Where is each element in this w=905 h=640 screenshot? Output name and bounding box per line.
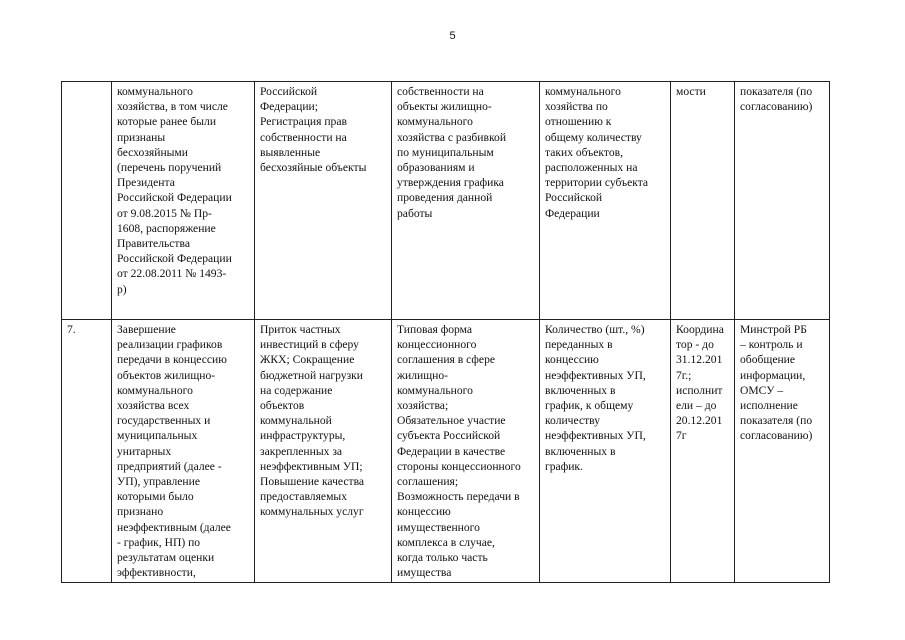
mechanism-text: собственности на объекты жилищно- коммунального хозяйства с разбивкой по муниципальным образованиям и утверждения графика проведения данной работы [397, 85, 507, 220]
row-number: 7. [67, 323, 76, 336]
result-cell [255, 82, 392, 320]
measure-text: Завершение реализации графиков передачи в концессию объектов жилищно- коммунального хозяйства всех государственных и муниципальных унитарных предприятий (далее - УП), управление которыми было признано неэффективным (далее - график, НП) по результатам оценки эффективности, [117, 323, 231, 580]
indicator-cell [540, 320, 671, 583]
measure-cell [112, 82, 255, 320]
responsible-text: Минстрой РБ – контроль и обобщение информации, ОМСУ – исполнение показателя (по согласованию) [740, 323, 813, 443]
measure-cell [112, 320, 255, 583]
mechanism-cell [392, 320, 540, 583]
deadline-cell [671, 320, 735, 583]
responsible-text: показателя (по согласованию) [740, 85, 813, 114]
responsible-cell [735, 320, 830, 583]
page-number: 5 [449, 30, 456, 42]
result-cell [255, 320, 392, 583]
deadline-text: Координа тор - до 31.12.201 7г.; исполнит ели – до 20.12.201 7г [676, 323, 724, 443]
mechanism-cell [392, 82, 540, 320]
table-row [62, 82, 830, 320]
result-text: Российской Федерации; Регистрация прав собственности на выявленные бесхозяйные объекты [260, 85, 367, 175]
measures-table [61, 81, 830, 583]
result-text: Приток частных инвестиций в сферу ЖКХ; Сокращение бюджетной нагрузки на содержание объектов коммунальной инфраструктуры, закрепленных за неэффективным УП; Повышение качества предоставляемых коммунальных услуг [260, 323, 365, 519]
indicator-text: Количество (шт., %) переданных в концессию неэффективных УП, включенных в график, к общему количеству неэффективных УП, включенных в график. [545, 323, 646, 473]
deadline-text: мости [676, 85, 706, 98]
row-number-cell [62, 320, 112, 583]
deadline-cell [671, 82, 735, 320]
table-row [62, 320, 830, 583]
indicator-cell [540, 82, 671, 320]
mechanism-text: Типовая форма концессионного соглашения в сфере жилищно- коммунального хозяйства; Обязательное участие субъекта Российской Федерации в качестве стороны концессионного соглашения; Возможность передачи в концессию имущественного комплекса в случае, когда только часть имущества [397, 323, 521, 580]
responsible-cell [735, 82, 830, 320]
indicator-text: коммунального хозяйства по отношению к общему количеству таких объектов, расположенных на территории субъекта Российской Федерации [545, 85, 649, 220]
measure-text: коммунального хозяйства, в том числе которые ранее были признаны бесхозяйными (перечень поручений Президента Российской Федерации от 9.08.2015 № Пр- 1608, распоряжение Правительства Российской Федерации от 22.08.2011 № 1493- р) [117, 85, 232, 296]
row-number-cell [62, 82, 112, 320]
